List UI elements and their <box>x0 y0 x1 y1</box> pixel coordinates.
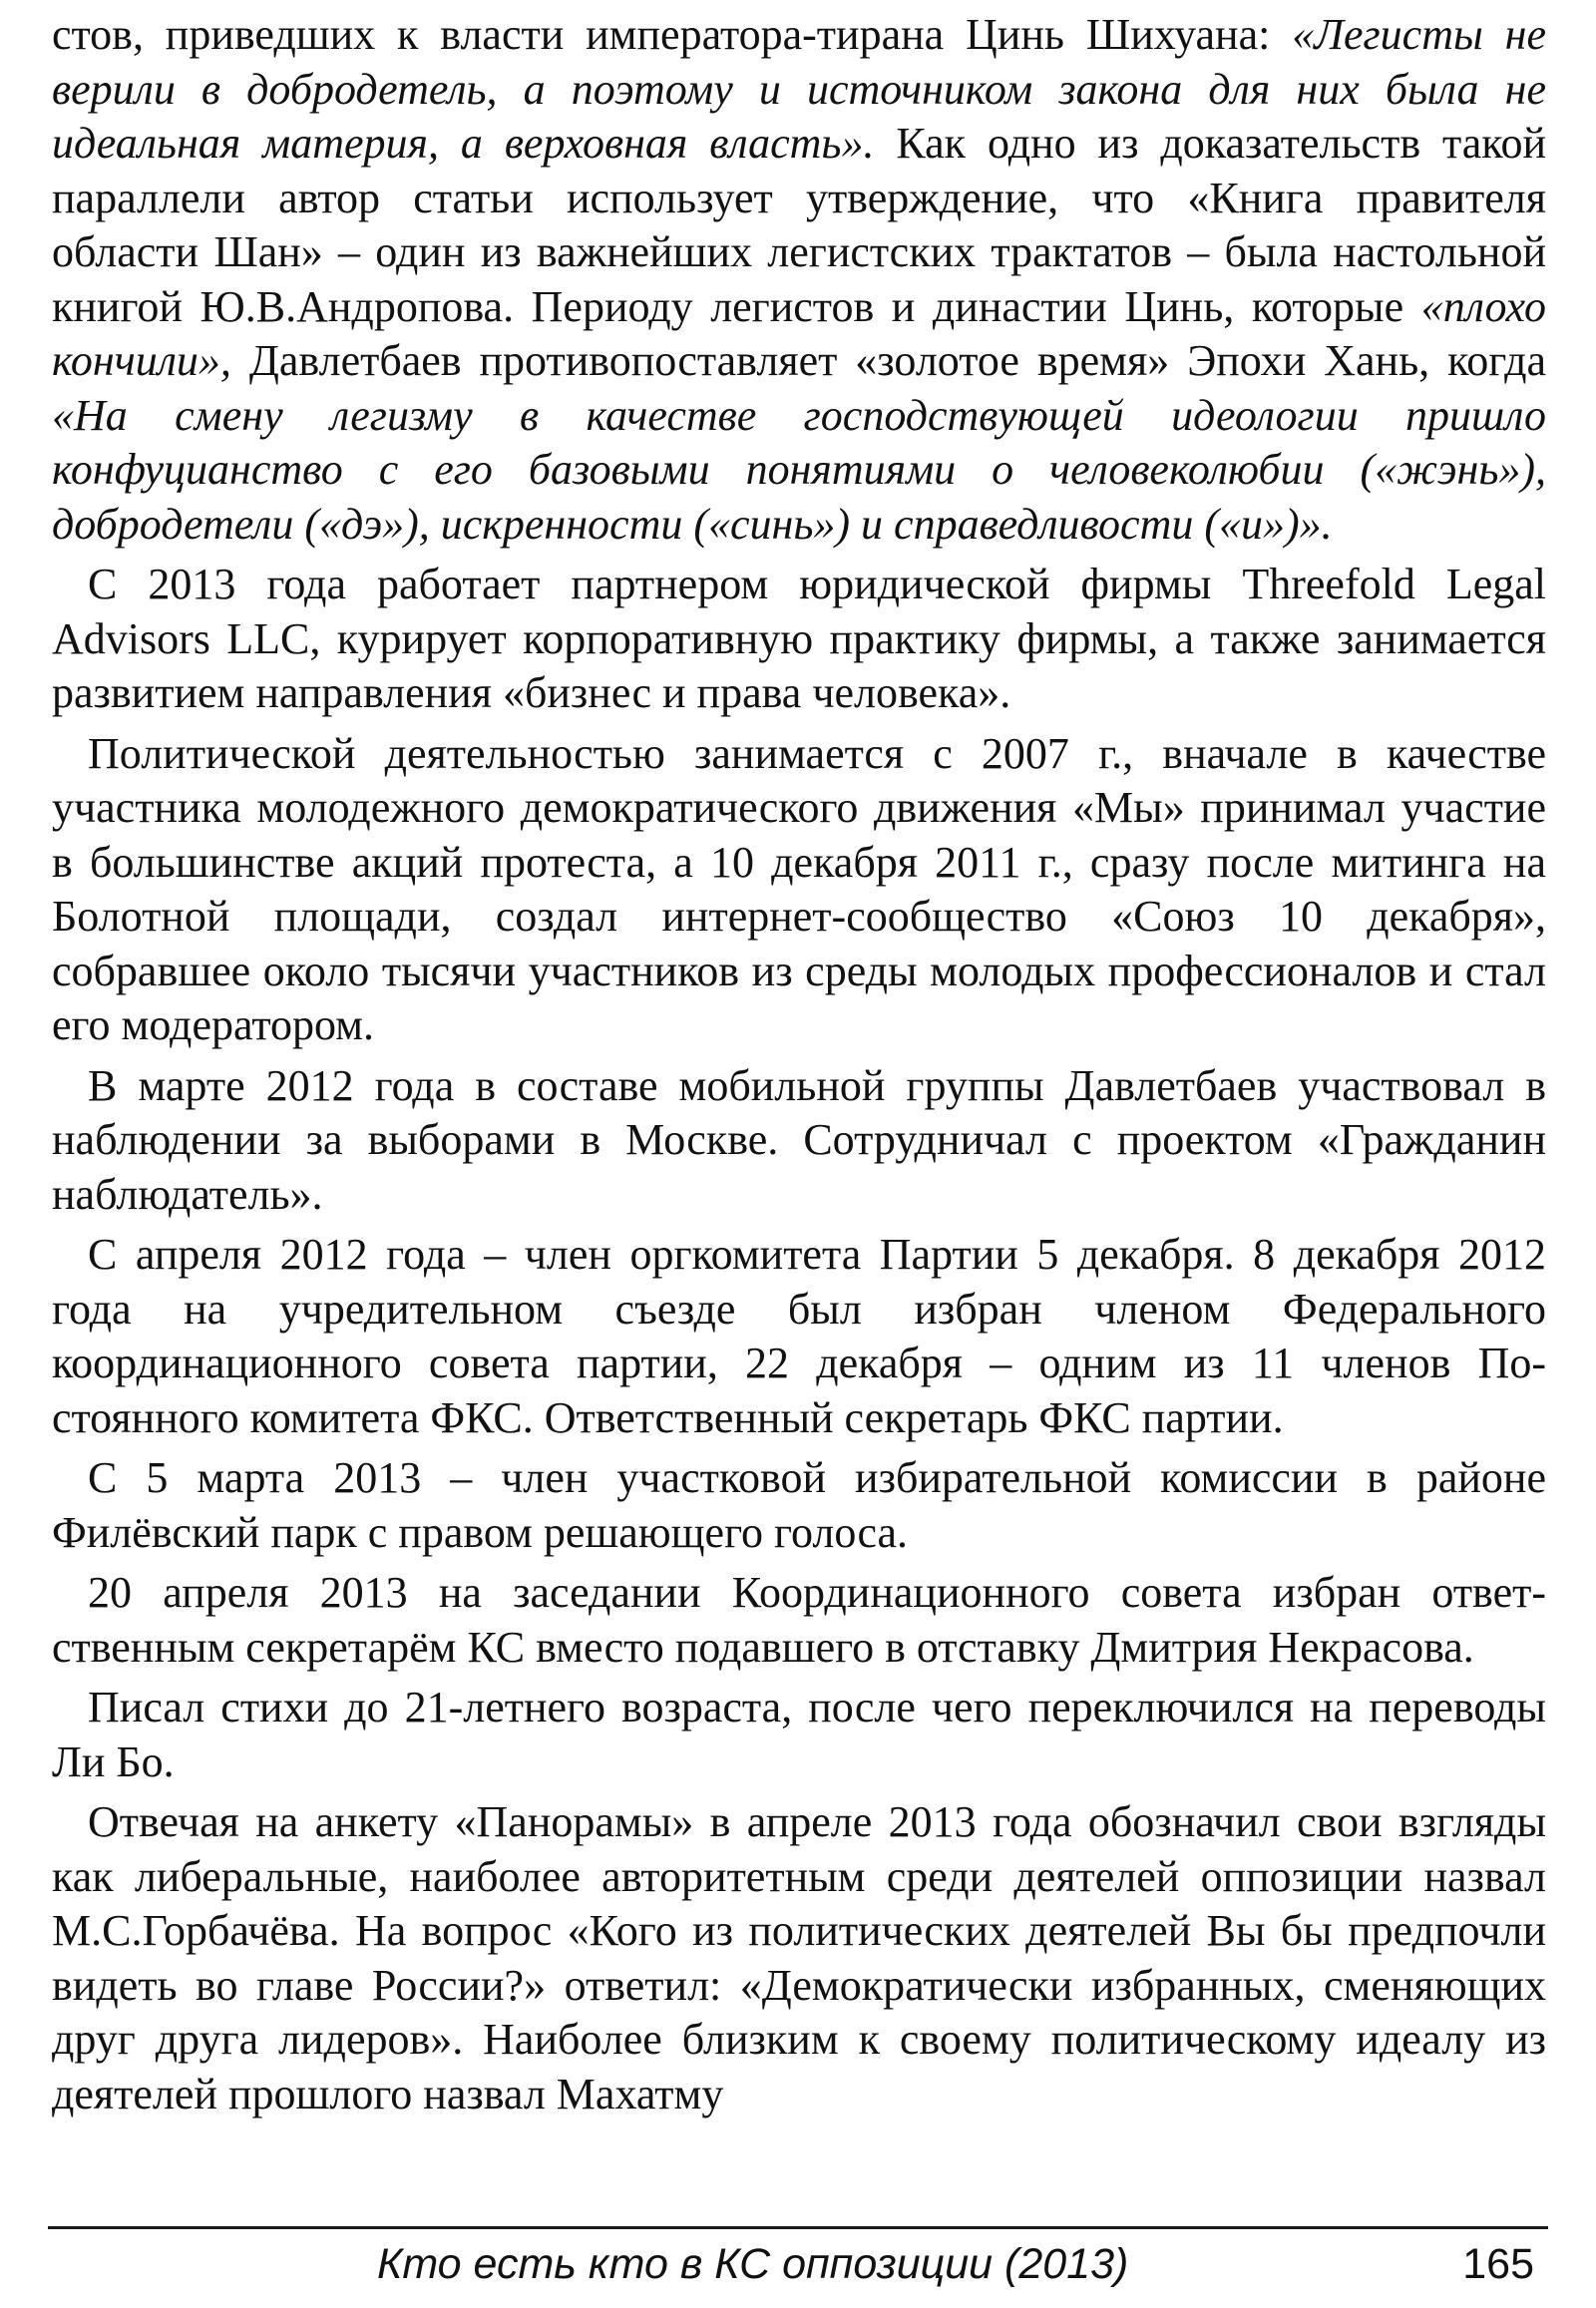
paragraph-5 <box>52 1228 1546 1445</box>
paragraph-2-text: С 2013 года работает партнером юридической фирмы Threefold Legal Advisors LLC, курирует корпоративную практику фирмы, а также занимается развитием направления «бизнес и права человека». <box>52 560 1546 717</box>
paragraph-3 <box>52 727 1546 1053</box>
paragraph-7-text: 20 апреля 2013 на заседании Координационного совета избран ответственным секретарём КС вместо подавшего в отставку Дмитрия Некрасова. <box>52 1568 1546 1672</box>
paragraph-1 <box>52 8 1546 552</box>
running-footer-title: Кто есть кто в КС оппозиции (2013) <box>377 2240 1129 2288</box>
paragraph-1-part-3: Как одно из доказательств такой параллели автор статьи использует утверждение, что «Книга правителя области Шан» – один из важнейших легистских трактатов – была настольной книгой Ю.В.Андропова. Периоду легистов и династии Цинь, которые <box>52 119 1546 331</box>
footer-divider <box>48 2226 1548 2229</box>
paragraph-6-text: С 5 марта 2013 – член участковой избирательной комиссии в районе Филёвский парк с правом решающего голоса. <box>52 1453 1546 1557</box>
paragraph-5-text: С апреля 2012 года – член оргкомитета Партии 5 декабря. 8 декабря 2012 года на учредительном съезде был избран членом Федерального координационного совета партии, 22 декабря – одним из 11 членов Постоянного комитета ФКС. Ответственный секретарь ФКС партии. <box>52 1230 1546 1442</box>
paragraph-4 <box>52 1059 1546 1223</box>
paragraph-1-part-5: Давлетбаев противопоставляет «золотое время» Эпохи Хань, когда <box>230 336 1546 385</box>
paragraph-1-part-1: стов, приведших к власти императора-тирана Цинь Шихуана: <box>52 10 1293 59</box>
paragraph-1-quote-bad-ending: «плохо кончили», <box>52 281 1546 385</box>
document-body <box>52 8 1546 2121</box>
paragraph-8 <box>52 1681 1546 1789</box>
paragraph-2 <box>52 558 1546 721</box>
paragraph-9 <box>52 1795 1546 2121</box>
paragraph-3-text: Политической деятельностью занимается с 2007 г., вначале в качестве участника молодежного демократического движения «Мы» принимал участие в большинстве акций протеста, а 10 декабря 2011 г., сразу после митинга на Болотной площади, создал интернет-сообщество «Союз 10 декабря», собравшее около тысячи участников из среды молодых профессионалов и стал его модератором. <box>52 728 1546 1049</box>
paragraph-6 <box>52 1451 1546 1560</box>
paragraph-8-text: Писал стихи до 21-летнего возраста, после чего переключился на переводы Ли Бо. <box>52 1683 1546 1786</box>
paragraph-1-quote-legists: «Легисты не верили в добродетель, а поэтому и источником закона для них была не идеальная материя, а верховная власть». <box>52 10 1546 168</box>
page-footer <box>48 2234 1548 2294</box>
paragraph-1-quote-confucianism: «На смену легизму в качестве господствующей идеологии пришло конфуцианство с его базовыми понятиями о человеколюбии («жэнь»), добродетели («дэ»), искренности («синь») и справедливости («и»)». <box>52 390 1546 549</box>
paragraph-7 <box>52 1566 1546 1675</box>
paragraph-4-text: В марте 2012 года в составе мобильной группы Давлетбаев участвовал в наблюдении за выборами в Москве. Сотрудничал с проектом «Гражданин наблюдатель». <box>52 1060 1546 1219</box>
page-number: 165 <box>1462 2240 1534 2288</box>
paragraph-9-text: Отвечая на анкету «Панорамы» в апреле 2013 года обозначил свои взгляды как либеральные, наиболее авторитетным среди деятелей оппозиции назвал М.С.Горбачёва. На вопрос «Кого из политических деятелей Вы бы предпочли видеть во главе России?» ответил: «Демократически избранных, сменяющих друг друга лидеров». Наиболее близким к своему политическому идеалу из деятелей прошлого назвал Махатму <box>52 1797 1546 2118</box>
